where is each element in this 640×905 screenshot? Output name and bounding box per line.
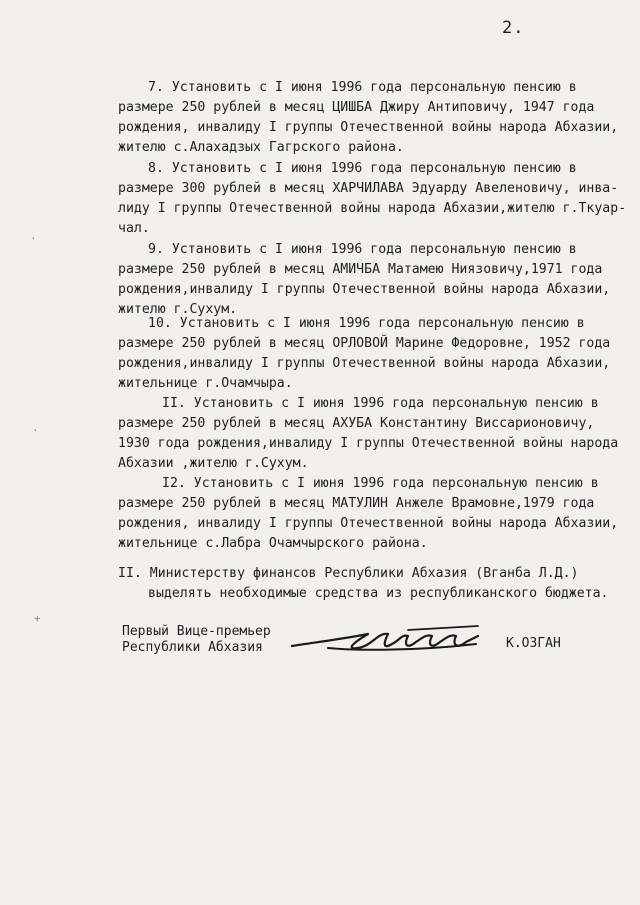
body-line: лиду I группы Отечественной войны народа Абхазии,жителю г.Ткуар- bbox=[118, 201, 627, 216]
body-line: размере 300 рублей в месяц ХАРЧИЛАВА Эдуарду Авеленовичу, инва- bbox=[118, 181, 619, 196]
signatory-name: К.ОЗГАН bbox=[506, 636, 561, 651]
body-line: чал. bbox=[118, 221, 150, 236]
body-line: жителю г.Сухум. bbox=[118, 302, 238, 317]
margin-speck: · bbox=[32, 424, 39, 437]
body-line: рождения, инвалиду I группы Отечественной войны народа Абхазии, bbox=[118, 516, 619, 531]
body-line: рождения, инвалиду I группы Отечественной войны народа Абхазии, bbox=[118, 120, 619, 135]
body-line: размере 250 рублей в месяц АХУБА Константину Виссарионовичу, bbox=[118, 416, 595, 431]
margin-speck: + bbox=[34, 612, 41, 625]
handwritten-signature bbox=[288, 620, 483, 660]
body-line: II. Установить с I июня 1996 года персональную пенсию в bbox=[162, 396, 599, 411]
page-number: 2. bbox=[502, 18, 525, 38]
body-line: рождения,инвалиду I группы Отечественной войны народа Абхазии, bbox=[118, 356, 611, 371]
body-line: размере 250 рублей в месяц ЦИШБА Джиру Антиповичу, 1947 года bbox=[118, 100, 595, 115]
body-line: II. Министерству финансов Республики Абхазия (Вганба Л.Д.) bbox=[118, 566, 579, 581]
body-line: 10. Установить с I июня 1996 года персональную пенсию в bbox=[148, 316, 585, 331]
body-line: жительнице г.Очамчыра. bbox=[118, 376, 293, 391]
signatory-title-line1: Первый Вице-премьер bbox=[122, 624, 271, 639]
body-line: 8. Установить с I июня 1996 года персональную пенсию в bbox=[148, 161, 577, 176]
body-line: I2. Установить с I июня 1996 года персональную пенсию в bbox=[162, 476, 599, 491]
body-line: 9. Установить с I июня 1996 года персональную пенсию в bbox=[148, 242, 577, 257]
body-line: выделять необходимые средства из республиканского бюджета. bbox=[148, 586, 609, 601]
signatory-title-line2: Республики Абхазия bbox=[122, 640, 263, 655]
body-line: Абхазии ,жителю г.Сухум. bbox=[118, 456, 309, 471]
body-line: размере 250 рублей в месяц МАТУЛИН Анжеле Врамовне,1979 года bbox=[118, 496, 595, 511]
body-line: 7. Установить с I июня 1996 года персональную пенсию в bbox=[148, 80, 577, 95]
body-line: жителю с.Алахадзых Гагрского района. bbox=[118, 140, 404, 155]
body-line: рождения,инвалиду I группы Отечественной войны народа Абхазии, bbox=[118, 282, 611, 297]
body-line: 1930 года рождения,инвалиду I группы Отечественной войны народа bbox=[118, 436, 619, 451]
body-line: размере 250 рублей в месяц ОРЛОВОЙ Марине Федоровне, 1952 года bbox=[118, 336, 611, 351]
body-line: жительнице с.Лабра Очамчырского района. bbox=[118, 536, 428, 551]
body-line: размере 250 рублей в месяц АМИЧБА Матамею Ниязовичу,1971 года bbox=[118, 262, 603, 277]
margin-speck: · bbox=[30, 232, 37, 245]
